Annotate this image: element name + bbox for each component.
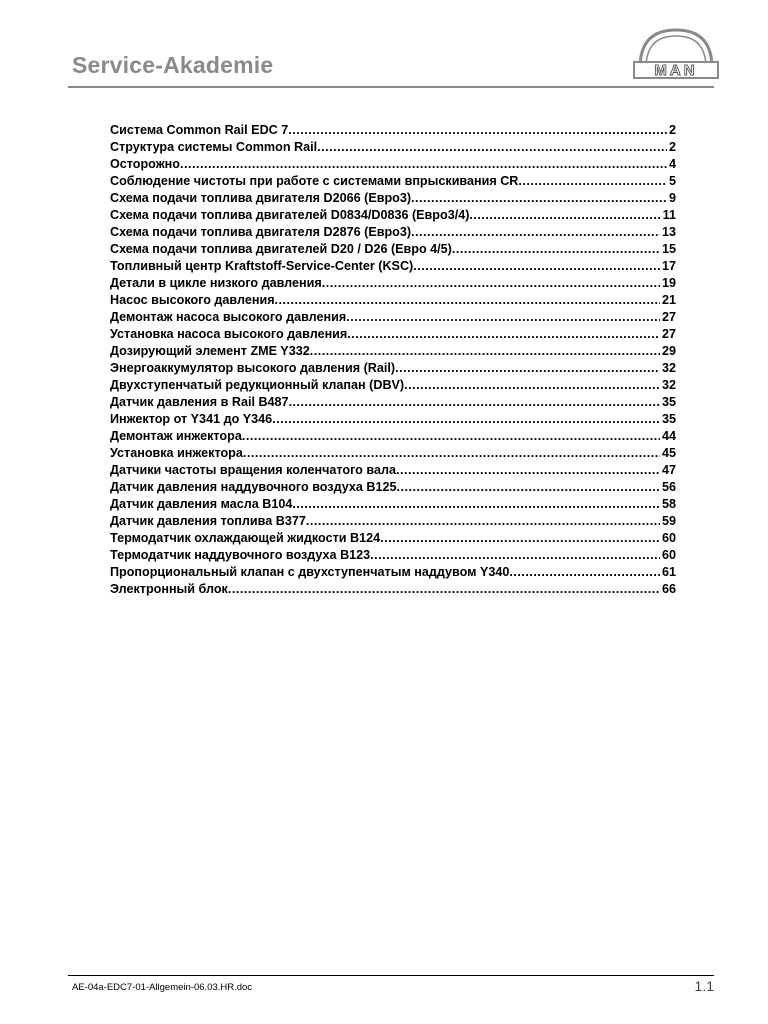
toc-entry-page: 2: [668, 140, 676, 154]
toc-entry[interactable]: [110, 428, 676, 445]
toc-entry-page: 59: [661, 514, 676, 528]
toc-entry[interactable]: [110, 156, 676, 173]
toc-dot-leader: [292, 496, 660, 513]
toc-dot-leader: [380, 530, 660, 547]
toc-entry[interactable]: [110, 122, 676, 139]
toc-dot-leader: [289, 394, 660, 411]
toc-dot-leader: [322, 275, 660, 292]
toc-dot-leader: [411, 190, 667, 207]
toc-dot-leader: [180, 156, 667, 173]
toc-entry[interactable]: [110, 241, 676, 258]
toc-entry-page: 47: [661, 463, 676, 477]
toc-entry[interactable]: [110, 411, 676, 428]
toc-entry-title: Структура системы Common Rail: [110, 140, 318, 154]
toc-entry-title: Датчик давления в Rail B487: [110, 395, 289, 409]
toc-dot-leader: [243, 445, 660, 462]
toc-dot-leader: [306, 513, 660, 530]
logo-text: MAN: [654, 62, 698, 79]
toc-entry-page: 2: [668, 123, 676, 137]
toc-entry-title: Пропорциональный клапан с двухступенчатым наддувом Y340: [110, 565, 510, 579]
toc-entry-title: Демонтаж инжектора: [110, 429, 242, 443]
toc-entry-title: Датчики частоты вращения коленчатого вала: [110, 463, 396, 477]
toc-entry[interactable]: [110, 224, 676, 241]
toc-entry[interactable]: [110, 547, 676, 564]
toc-dot-leader: [272, 411, 660, 428]
toc-entry[interactable]: [110, 564, 676, 581]
footer-filename: AE-04a-EDC7-01-Allgemein-06.03.HR.doc: [72, 982, 253, 993]
toc-entry-page: 60: [661, 531, 676, 545]
toc-entry-page: 19: [661, 276, 676, 290]
toc-entry-page: 35: [661, 395, 676, 409]
toc-entry-title: Схема подачи топлива двигателей D0834/D0836 (Евро3/4): [110, 208, 470, 222]
toc-entry[interactable]: [110, 360, 676, 377]
toc-entry-page: 29: [661, 344, 676, 358]
toc-entry-title: Датчик давления наддувочного воздуха B125: [110, 480, 397, 494]
man-logo: [628, 24, 724, 84]
header-divider: [68, 86, 714, 88]
toc-entry-page: 32: [661, 378, 676, 392]
toc-entry-page: 27: [661, 327, 676, 341]
table-of-contents: [110, 122, 676, 598]
toc-dot-leader: [411, 224, 660, 241]
toc-entry-page: 13: [661, 225, 676, 239]
page-header-title: Service-Akademie: [72, 52, 274, 78]
toc-entry-page: 32: [661, 361, 676, 375]
toc-entry-page: 21: [661, 293, 676, 307]
toc-dot-leader: [469, 207, 660, 224]
toc-entry-title: Термодатчик наддувочного воздуха B123: [110, 548, 371, 562]
toc-entry-title: Осторожно: [110, 157, 180, 171]
toc-entry-page: 66: [661, 582, 676, 596]
toc-entry-page: 5: [668, 174, 676, 188]
toc-dot-leader: [404, 377, 660, 394]
toc-entry[interactable]: [110, 530, 676, 547]
toc-dot-leader: [518, 173, 667, 190]
toc-entry-page: 35: [661, 412, 676, 426]
toc-entry[interactable]: [110, 292, 676, 309]
toc-dot-leader: [317, 139, 667, 156]
toc-entry-title: Схема подачи топлива двигателя D2066 (Евро3): [110, 191, 412, 205]
toc-entry-title: Соблюдение чистоты при работе с системами впрыскивания CR: [110, 174, 519, 188]
toc-entry[interactable]: [110, 275, 676, 292]
toc-entry[interactable]: [110, 258, 676, 275]
toc-entry-title: Энергоаккумулятор высокого давления (Rail): [110, 361, 396, 375]
toc-entry-page: 15: [661, 242, 676, 256]
toc-entry-title: Детали в цикле низкого давления: [110, 276, 322, 290]
toc-dot-leader: [370, 547, 660, 564]
toc-entry-title: Топливный центр Kraftstoff-Service-Center (KSC): [110, 259, 414, 273]
toc-entry-title: Дозирующий элемент ZME Y332: [110, 344, 310, 358]
toc-dot-leader: [346, 309, 660, 326]
footer-divider: [68, 975, 714, 976]
toc-entry-title: Насос высокого давления: [110, 293, 275, 307]
toc-entry-title: Схема подачи топлива двигателей D20 / D26 (Евро 4/5): [110, 242, 452, 256]
toc-entry-title: Инжектор от Y341 до Y346: [110, 412, 273, 426]
toc-entry-page: 11: [662, 208, 676, 222]
toc-entry[interactable]: [110, 394, 676, 411]
toc-entry[interactable]: [110, 513, 676, 530]
toc-entry[interactable]: [110, 343, 676, 360]
toc-entry-title: Двухступенчатый редукционный клапан (DBV): [110, 378, 405, 392]
toc-dot-leader: [288, 122, 667, 139]
toc-entry-page: 60: [661, 548, 676, 562]
toc-entry[interactable]: [110, 479, 676, 496]
toc-entry[interactable]: [110, 309, 676, 326]
toc-dot-leader: [396, 462, 660, 479]
toc-entry-page: 58: [661, 497, 676, 511]
toc-entry[interactable]: [110, 326, 676, 343]
toc-entry-page: 27: [661, 310, 676, 324]
toc-dot-leader: [413, 258, 660, 275]
toc-entry[interactable]: [110, 173, 676, 190]
toc-dot-leader: [228, 581, 660, 598]
toc-entry-page: 9: [668, 191, 676, 205]
toc-entry[interactable]: [110, 462, 676, 479]
toc-entry[interactable]: [110, 377, 676, 394]
toc-dot-leader: [509, 564, 660, 581]
footer-page-number: 1.1: [694, 978, 714, 994]
toc-entry-page: 44: [661, 429, 676, 443]
toc-dot-leader: [310, 343, 660, 360]
toc-entry-title: Датчик давления топлива B377: [110, 514, 306, 528]
toc-entry-title: Термодатчик охлаждающей жидкости B124: [110, 531, 381, 545]
toc-dot-leader: [347, 326, 660, 343]
toc-entry-page: 61: [661, 565, 676, 579]
toc-entry-title: Датчик давления масла B104: [110, 497, 293, 511]
toc-entry-title: Система Common Rail EDC 7: [110, 123, 289, 137]
toc-dot-leader: [275, 292, 660, 309]
toc-entry[interactable]: [110, 496, 676, 513]
toc-entry-title: Электронный блок: [110, 582, 228, 596]
toc-entry[interactable]: [110, 190, 676, 207]
toc-dot-leader: [452, 241, 660, 258]
toc-entry[interactable]: [110, 207, 676, 224]
toc-entry-title: Схема подачи топлива двигателя D2876 (Евро3): [110, 225, 412, 239]
toc-entry-title: Установка насоса высокого давления: [110, 327, 348, 341]
toc-entry-page: 4: [668, 157, 676, 171]
toc-entry-title: Установка инжектора: [110, 446, 243, 460]
toc-dot-leader: [396, 479, 660, 496]
toc-dot-leader: [242, 428, 660, 445]
toc-entry[interactable]: [110, 445, 676, 462]
toc-entry-page: 45: [661, 446, 676, 460]
toc-dot-leader: [395, 360, 660, 377]
toc-entry-page: 56: [661, 480, 676, 494]
toc-entry-page: 17: [661, 259, 676, 273]
toc-entry[interactable]: [110, 581, 676, 598]
toc-entry[interactable]: [110, 139, 676, 156]
toc-entry-title: Демонтаж насоса высокого давления: [110, 310, 347, 324]
